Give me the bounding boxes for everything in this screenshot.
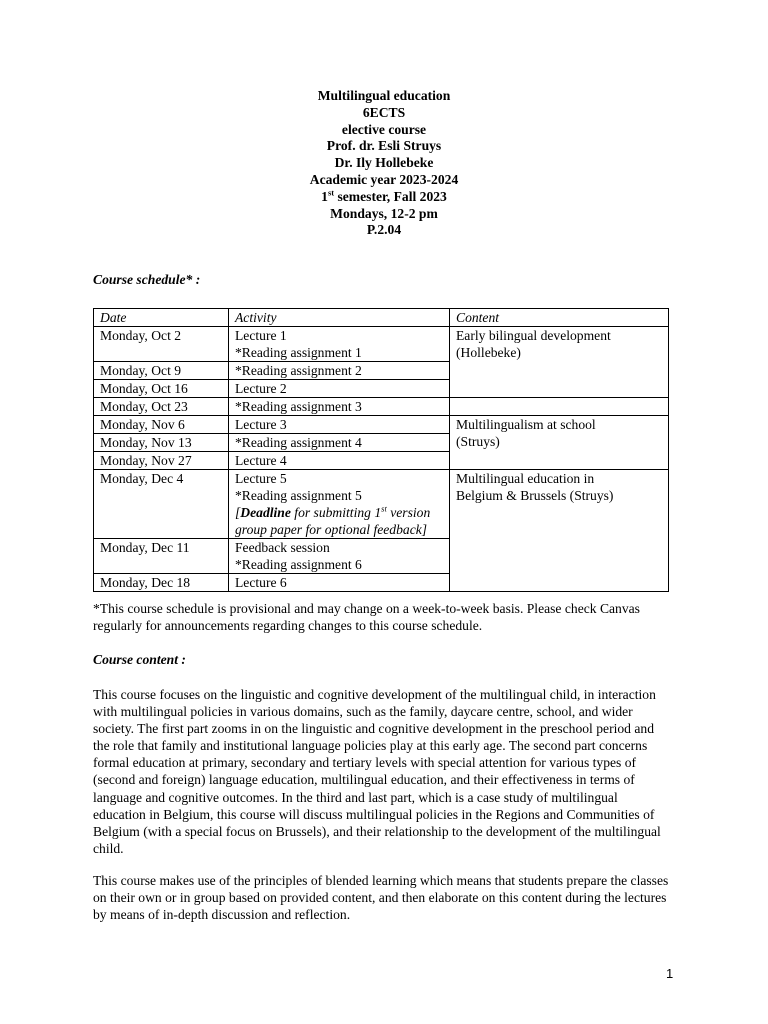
activity-cell: Feedback session *Reading assignment 6 [229,539,450,574]
content-cell: Multilingual education in Belgium & Brussels (Struys) [450,470,669,592]
date-cell: Monday, Oct 9 [94,362,229,380]
activity-cell: Lecture 6 [229,574,450,592]
course-credits: 6ECTS [362,104,406,120]
table-header-row [94,309,669,327]
course-type: elective course [341,121,427,137]
table-row [94,398,669,416]
page-number: 1 [666,966,674,981]
date-cell: Monday, Dec 4 [94,470,229,539]
content-cell: Multilingualism at school (Struys) [450,416,669,470]
course-header [0,88,768,239]
date-cell: Monday, Nov 6 [94,416,229,434]
date-cell: Monday, Dec 11 [94,539,229,574]
content-cell-empty [450,398,669,416]
professor-name: Prof. dr. Esli Struys [326,138,442,154]
course-content-heading: Course content : [93,652,186,667]
activity-cell: Lecture 3 [229,416,450,434]
blended-learning-paragraph: This course makes use of the principles of blended learning which means that students prepare the classes on their own or in group based on provided content, and then elaborate on this content during the lectures by means of in-depth discussion and reflection. [93,873,669,923]
activity-cell: Lecture 5 *Reading assignment 5 [Deadline for submitting 1st version group paper for optional feedback] [229,470,450,539]
schedule-table [93,308,669,592]
schedule-note: *This course schedule is provisional and may change on a week-to-week basis. Please check Canvas regularly for announcements regarding changes to this course schedule. [93,601,640,634]
activity-cell: *Reading assignment 4 [229,434,450,452]
activity-cell: *Reading assignment 3 [229,398,450,416]
course-description-paragraph: This course focuses on the linguistic and cognitive development of the multilingual child, in interaction with multilingual policies in various domains, such as the family, daycare centre, school, and wider society. The first part zooms in on the linguistic and cognitive development in the preschool period and the role that family and institutional language policies play at this early age. The second part concerns formal education at primary, secondary and tertiary levels with special attention for various types of (second and foreign) language education, multilingual education, and their effectiveness in terms of language and cognitive outcomes. In the third and last part, which is a case study of multilingual education in Belgium, this course will discuss multilingual policies in the Regions and Communities of Belgium (with a special focus on Brussels), and their relationship to the development of the multilingual child. [93,687,661,856]
content-cell: Early bilingual development (Hollebeke) [450,327,669,398]
date-cell: Monday, Dec 18 [94,574,229,592]
column-header-activity: Activity [229,309,450,327]
schedule-time: Mondays, 12-2 pm [330,205,438,221]
table-row [94,470,669,539]
date-cell: Monday, Oct 2 [94,327,229,362]
date-cell: Monday, Nov 13 [94,434,229,452]
table-row [94,416,669,434]
activity-cell: Lecture 1 *Reading assignment 1 [229,327,450,362]
column-header-date: Date [94,309,229,327]
date-cell: Monday, Oct 23 [94,398,229,416]
activity-cell: Lecture 2 [229,380,450,398]
deadline-note: [Deadline for submitting 1st version group paper for optional feedback] [235,503,431,537]
course-title: Multilingual education [317,88,451,103]
column-header-content: Content [450,309,669,327]
activity-cell: Lecture 4 [229,452,450,470]
schedule-heading: Course schedule* : [93,272,201,287]
room: P.2.04 [366,222,402,238]
date-cell: Monday, Nov 27 [94,452,229,470]
academic-year: Academic year 2023-2024 [309,171,459,187]
doctor-name: Dr. Ily Hollebeke [334,155,434,171]
semester: 1st semester, Fall 2023 [321,187,447,204]
date-cell: Monday, Oct 16 [94,380,229,398]
table-row [94,327,669,362]
activity-cell: *Reading assignment 2 [229,362,450,380]
